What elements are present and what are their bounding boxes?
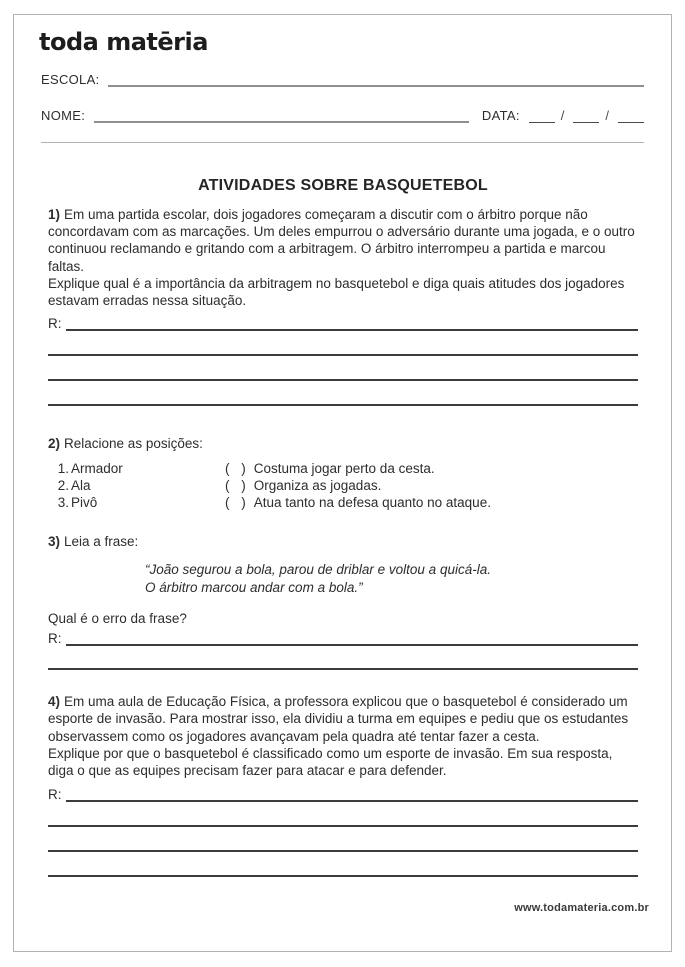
question-4-number: 4) (48, 694, 61, 710)
answer-row (48, 314, 638, 331)
question-1-answer-area (48, 314, 638, 406)
answer-line (48, 381, 638, 406)
matching-left (55, 494, 225, 511)
website-url: www.todamateria.com.br (514, 902, 649, 915)
question-4-statement: Em uma aula de Educação Física, a professora explicou que o basquetebol é considerado um esporte de invasão. Para mostrar isso, ela dividiu a turma em equipes e pediu que os estudantes observassem como os jogadores avançavam pela quadra até tentar fazer a cesta. (48, 694, 629, 744)
item-number: 2. (57, 478, 69, 494)
school-row (41, 70, 644, 87)
position-description: Costuma jogar perto da cesta. (253, 461, 435, 477)
item-number: 1. (57, 461, 69, 477)
question-2-text (48, 435, 638, 452)
question-3-number: 3) (48, 534, 61, 550)
header (14, 15, 671, 143)
date-label: DATA: (481, 108, 520, 123)
worksheet-title: ATIVIDADES SOBRE BASQUETEBOL (198, 177, 488, 194)
item-number: 3. (57, 495, 69, 511)
matching-row (55, 494, 638, 511)
quote-line: O árbitro marcou andar com a bola.” (145, 579, 363, 595)
date-separator: / (560, 108, 565, 123)
matching-row (55, 477, 638, 494)
position-name: Armador (71, 461, 123, 477)
toda-materia-logo: toda matēria (39, 28, 208, 56)
question-3-prompt: Leia a frase: (64, 534, 139, 550)
question-3-text (48, 533, 638, 550)
name-blank-line (94, 121, 469, 123)
date-year-blank-line (618, 109, 644, 123)
answer-line (66, 329, 639, 331)
answer-line (48, 852, 638, 877)
answer-parentheses: ( ) (225, 461, 250, 477)
question-3-question: Qual é o erro da frase? (48, 611, 187, 627)
question-4-instruction: Explique por que o basquetebol é classificado como um esporte de invasão. Em sua resposta, diga o que as equipes precisam fazer para atacar e para defender. (48, 745, 613, 779)
question-1-number: 1) (48, 207, 61, 222)
school-blank-line (108, 85, 644, 87)
position-name: Pivô (71, 495, 98, 511)
answer-row (48, 629, 638, 646)
question-1-instruction: Explique qual é a importância da arbitragem no basquetebol e diga quais atitudes dos jogadores estavam erradas nessa situação. (48, 275, 625, 309)
answer-line (48, 356, 638, 381)
question-4-text (48, 693, 638, 745)
answer-label: R: (48, 787, 62, 803)
header-divider (41, 142, 644, 143)
question-3-answer-area (48, 629, 638, 670)
name-row (41, 106, 644, 123)
date-field (482, 108, 644, 123)
answer-line (48, 646, 638, 670)
answer-line (48, 827, 638, 852)
answer-line (66, 644, 639, 646)
matching-row (55, 460, 638, 477)
answer-label: R: (48, 316, 62, 332)
answer-row (48, 785, 638, 802)
answer-line (48, 331, 638, 356)
question-2-number: 2) (48, 436, 61, 452)
school-label: ESCOLA: (41, 72, 100, 87)
answer-label: R: (48, 631, 62, 647)
answer-parentheses: ( ) (225, 478, 250, 494)
date-separator: / (605, 108, 609, 123)
answer-line (48, 802, 638, 827)
date-month-blank-line (573, 109, 599, 123)
position-description: Atua tanto na defesa quanto no ataque. (253, 495, 491, 511)
worksheet-page (13, 14, 672, 952)
question-2-prompt: Relacione as posições: (64, 436, 203, 452)
date-day-blank-line (529, 109, 555, 123)
quote-line: “João segurou a bola, parou de driblar e voltou a quicá-la. (145, 562, 491, 578)
position-name: Ala (71, 478, 91, 494)
matching-left (55, 477, 225, 494)
name-label: NOME: (41, 108, 86, 123)
worksheet-content (14, 177, 671, 877)
matching-list (48, 460, 638, 511)
matching-left (55, 460, 225, 477)
answer-parentheses: ( ) (225, 495, 250, 511)
question-4-answer-area (48, 785, 638, 877)
quoted-phrase (145, 561, 638, 596)
position-description: Organiza as jogadas. (253, 478, 382, 494)
question-1-statement: Em uma partida escolar, dois jogadores começaram a discutir com o árbitro porque não concordavam com as marcações. Um deles empurrou o adversário durante uma jogada, e o outro continuou reclamando e gritando com a arbitragem. O árbitro interrompeu a partida e marcou faltas. (48, 207, 635, 274)
answer-line (66, 800, 639, 802)
question-1-text (48, 206, 638, 275)
